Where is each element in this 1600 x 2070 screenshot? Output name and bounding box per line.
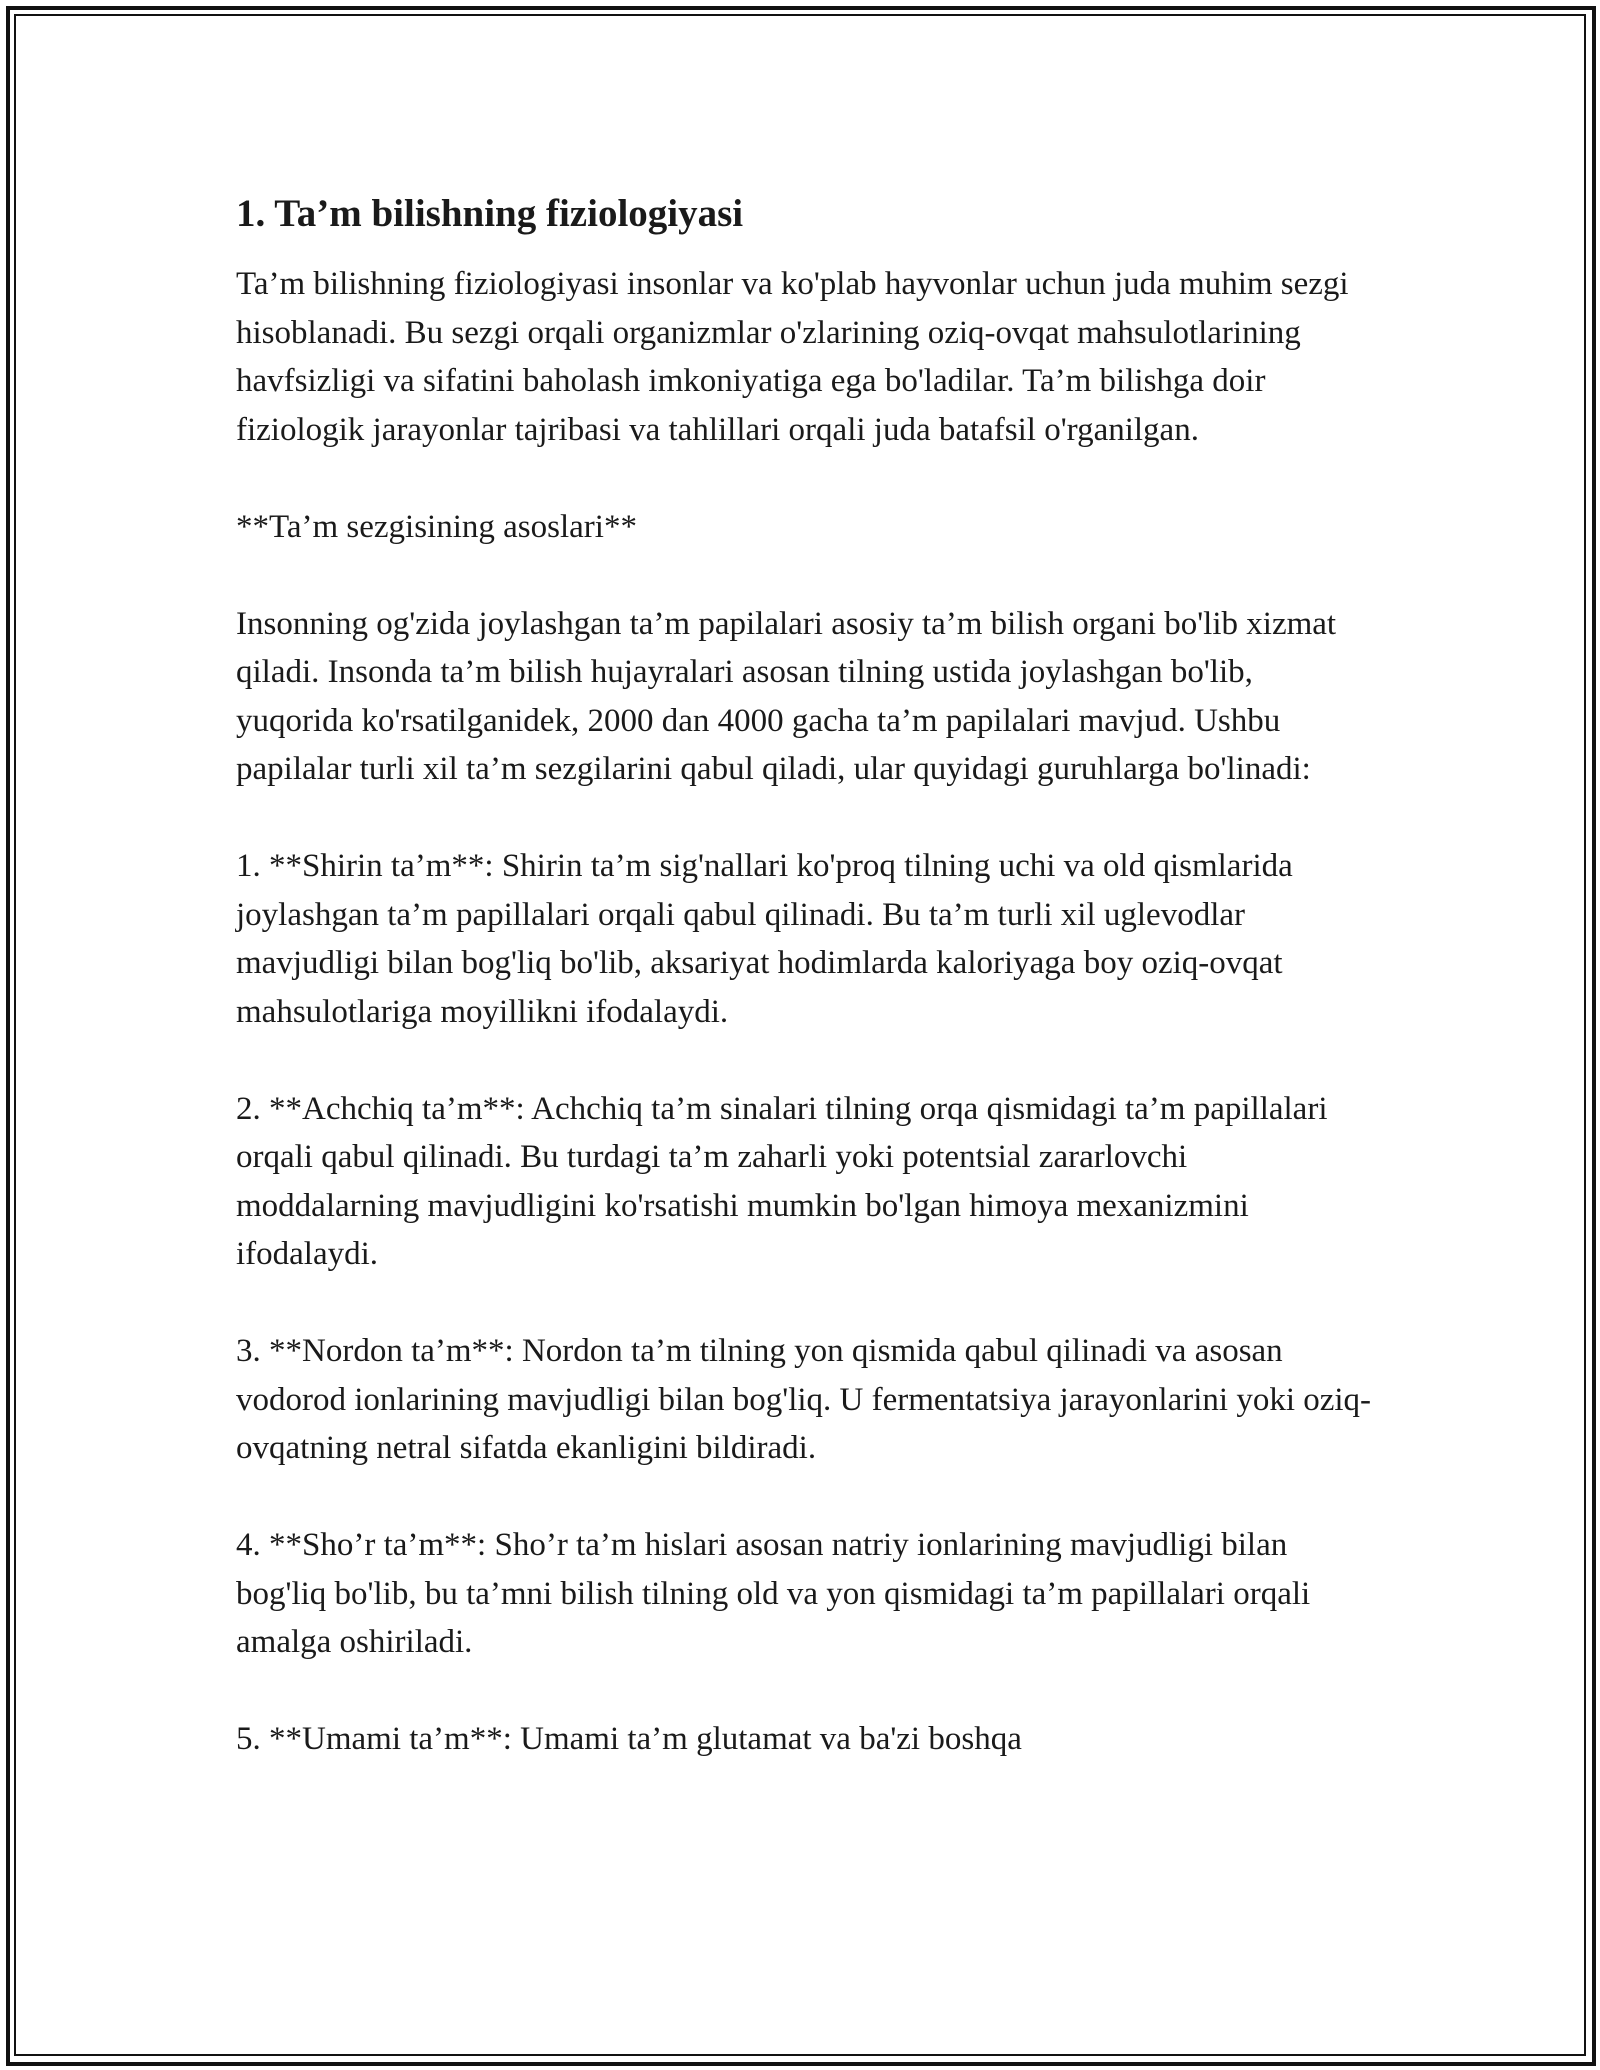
- list-item-sweet: 1. **Shirin ta’m**: Shirin ta’m sig'nallari ko'proq tilning uchi va old qismlarida joylashgan ta’m papillalari orqali qabul qilinadi. Bu ta’m turli xil uglevodlar mavjudligi bilan bog'liq bo'lib, aksariyat hodimlarda kaloriyaga boy oziq-ovqat mahsulotlariga moyillikni ifodalaydi.: [236, 848, 1293, 1030]
- subheading-paragraph: **Ta’m sezgisining asoslari**: [236, 508, 637, 545]
- papillae-paragraph: Insonning og'zida joylashgan ta’m papilalari asosiy ta’m bilish organi bo'lib xizmat qiladi. Insonda ta’m bilish hujayralari asosan tilning ustida joylashgan bo'lib, yuqorida ko'rsatilganidek, 2000 dan 4000 gacha ta’m papilalari mavjud. Ushbu papilalar turli xil ta’m sezgilarini qabul qiladi, ular quyidagi guruhlarga bo'linadi:: [236, 605, 1337, 787]
- intro-paragraph: Ta’m bilishning fiziologiyasi insonlar va ko'plab hayvonlar uchun juda muhim sezgi hisoblanadi. Bu sezgi orqali organizmlar o'zlarining oziq-ovqat mahsulotlarining havfsizligi va sifatini baholash imkoniyatiga ega bo'ladilar. Ta’m bilishga doir fiziologik jarayonlar tajribasi va tahlillari orqali juda batafsil o'rganilgan.: [236, 266, 1349, 448]
- list-item-salty: 4. **Sho’r ta’m**: Sho’r ta’m hislari asosan natriy ionlarining mavjudligi bilan bog'liq bo'lib, bu ta’mni bilish tilning old va yon qismidagi ta’m papillalari orqali amalga oshiriladi.: [236, 1527, 1311, 1660]
- document-page: [236, 186, 1376, 1812]
- list-item-umami: 5. **Umami ta’m**: Umami ta’m glutamat va ba'zi boshqa: [236, 1721, 1022, 1757]
- list-item-sour: 3. **Nordon ta’m**: Nordon ta’m tilning yon qismida qabul qilinadi va asosan vodorod ionlarining mavjudligi bilan bog'liq. U fermentatsiya jarayonlarini yoki oziq-ovqatning netral sifatda ekanligini bildiradi.: [236, 1333, 1372, 1466]
- list-item-bitter: 2. **Achchiq ta’m**: Achchiq ta’m sinalari tilning orqa qismidagi ta’m papillalari orqali qabul qilinadi. Bu turdagi ta’m zaharli yoki potentsial zararlovchi moddalarning mavjudligini ko'rsatishi mumkin bo'lgan himoya mexanizmini ifodalaydi.: [236, 1090, 1328, 1272]
- section-heading: 1. Ta’m bilishning fiziologiyasi: [236, 192, 744, 235]
